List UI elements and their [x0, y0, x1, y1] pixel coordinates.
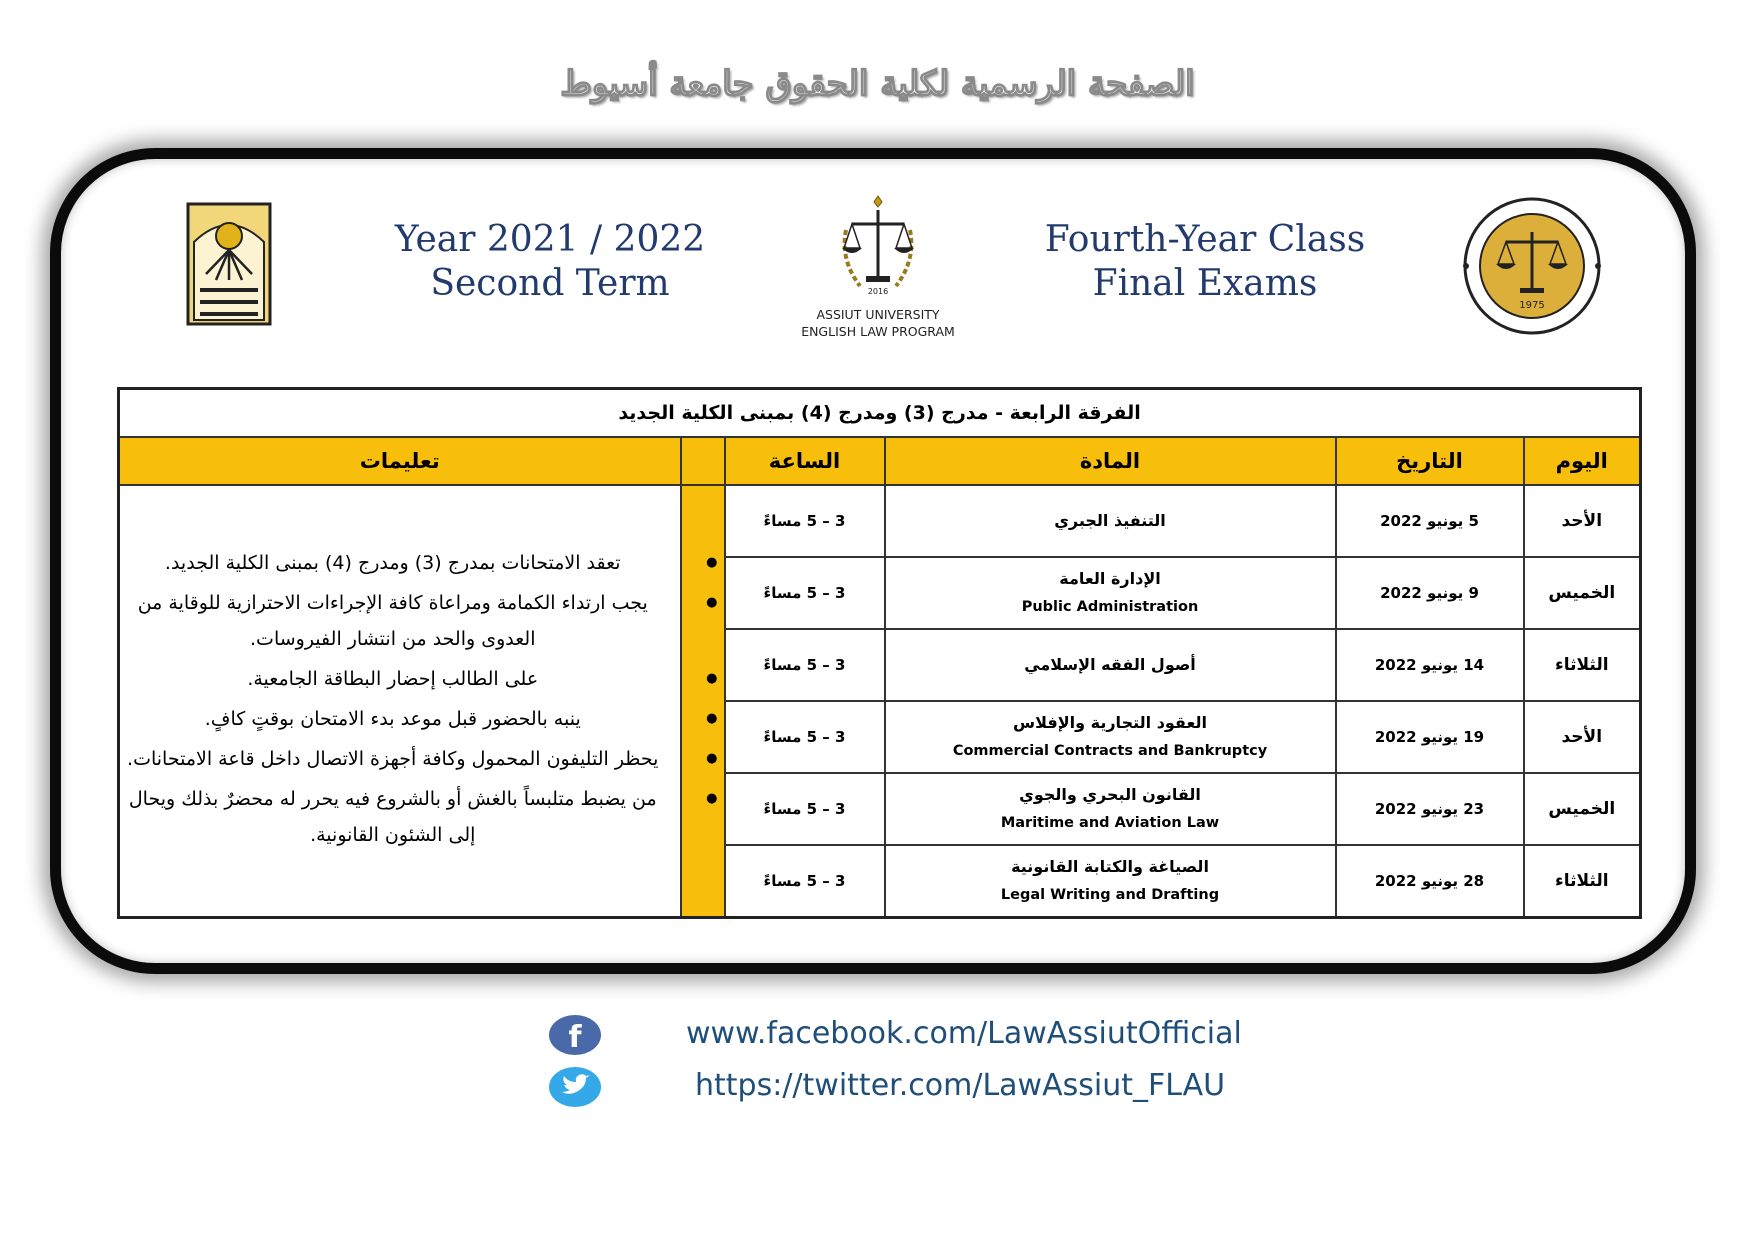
time-cell: 3 – 5 مساءً — [725, 629, 885, 701]
date-cell: 5 يونيو 2022 — [1336, 485, 1524, 557]
header-date: التاريخ — [1336, 437, 1524, 485]
scales-of-justice-icon — [830, 190, 926, 302]
exam-schedule-table — [117, 387, 1642, 919]
assiut-university-logo-icon — [186, 202, 272, 326]
day-cell: الأحد — [1524, 701, 1641, 773]
subject-cell — [885, 557, 1336, 629]
instructions-list — [120, 545, 680, 853]
date-cell: 19 يونيو 2022 — [1336, 701, 1524, 773]
facebook-icon[interactable] — [548, 1014, 602, 1056]
time-cell: 3 – 5 مساءً — [725, 485, 885, 557]
instruction-item: ● من يضبط متلبساً بالغش أو بالشروع فيه يحرر له محضرٌ بذلك ويحال إلى الشئون القانونية. — [120, 781, 680, 853]
subject-cell — [885, 845, 1336, 918]
day-cell: الثلاثاء — [1524, 629, 1641, 701]
subject-english: Public Administration — [1021, 599, 1199, 615]
date-cell: 14 يونيو 2022 — [1336, 629, 1524, 701]
time-cell: 3 – 5 مساءً — [725, 773, 885, 845]
header-instructions: تعليمات — [119, 437, 681, 485]
program-seal-year: 2016 — [867, 287, 889, 296]
subject-cell — [885, 485, 1336, 557]
subject-english: Legal Writing and Drafting — [1000, 887, 1220, 903]
table-title: الفرقة الرابعة - مدرج (3) ومدرج (4) بمبنى الكلية الجديد — [119, 389, 1641, 438]
instruction-item: ● يجب ارتداء الكمامة ومراعاة كافة الإجراءات الاحترازية للوقاية من العدوى والحد من انتشار الفيروسات. — [120, 585, 680, 657]
instruction-item: ● ينبه بالحضور قبل موعد بدء الامتحان بوقتٍ كافٍ. — [120, 701, 680, 737]
subject-arabic: أصول الفقه الإسلامي — [1024, 655, 1196, 674]
date-cell: 23 يونيو 2022 — [1336, 773, 1524, 845]
program-caption — [772, 306, 984, 340]
date-cell: 28 يونيو 2022 — [1336, 845, 1524, 918]
subject-arabic: التنفيذ الجبري — [1054, 511, 1166, 530]
date-cell: 9 يونيو 2022 — [1336, 557, 1524, 629]
subject-arabic: القانون البحري والجوي — [1019, 785, 1201, 804]
svg-text:f: f — [568, 1020, 582, 1055]
year-line: Year 2021 / 2022 — [394, 219, 706, 260]
yellow-divider-column — [681, 485, 725, 918]
instruction-item: ● تعقد الامتحانات بمدرج (3) ومدرج (4) بمبنى الكلية الجديد. — [120, 545, 680, 581]
instruction-item: ● على الطالب إحضار البطاقة الجامعية. — [120, 661, 680, 697]
day-cell: الخميس — [1524, 557, 1641, 629]
program-line-1: ASSIUT UNIVERSITY — [816, 307, 940, 322]
class-line: Fourth-Year Class — [1044, 219, 1366, 260]
subject-cell — [885, 773, 1336, 845]
time-cell: 3 – 5 مساءً — [725, 701, 885, 773]
day-cell: الخميس — [1524, 773, 1641, 845]
program-line-2: ENGLISH LAW PROGRAM — [801, 324, 955, 339]
table-row — [119, 485, 1641, 557]
faculty-seal-year: 1975 — [1519, 300, 1545, 311]
subject-arabic: العقود التجارية والإفلاس — [1013, 713, 1207, 732]
twitter-icon[interactable] — [548, 1066, 602, 1108]
facebook-link[interactable]: www.facebook.com/LawAssiutOfficial — [686, 1016, 1242, 1051]
year-term-block — [380, 218, 720, 306]
subject-english: Maritime and Aviation Law — [1000, 815, 1220, 831]
subject-arabic: الإدارة العامة — [1059, 569, 1161, 588]
term-line: Second Term — [430, 263, 670, 304]
day-cell: الأحد — [1524, 485, 1641, 557]
day-cell: الثلاثاء — [1524, 845, 1641, 918]
twitter-link[interactable]: https://twitter.com/LawAssiut_FLAU — [695, 1068, 1226, 1103]
header-time: الساعة — [725, 437, 885, 485]
class-exam-block — [1040, 218, 1370, 306]
time-cell: 3 – 5 مساءً — [725, 557, 885, 629]
instruction-item: ● يحظر التليفون المحمول وكافة أجهزة الاتصال داخل قاعة الامتحانات. — [120, 741, 680, 777]
header-day: اليوم — [1524, 437, 1641, 485]
subject-arabic: الصياغة والكتابة القانونية — [1011, 857, 1209, 876]
header-spacer — [681, 437, 725, 485]
faculty-of-law-seal-icon — [1462, 196, 1602, 336]
header-subject: المادة — [885, 437, 1336, 485]
page-title: الصفحة الرسمية لكلية الحقوق جامعة أسيوط — [560, 64, 1195, 104]
subject-cell — [885, 701, 1336, 773]
instructions-cell — [119, 485, 681, 918]
exam-line: Final Exams — [1092, 263, 1318, 304]
time-cell: 3 – 5 مساءً — [725, 845, 885, 918]
subject-english: Commercial Contracts and Bankruptcy — [952, 743, 1268, 759]
subject-cell — [885, 629, 1336, 701]
